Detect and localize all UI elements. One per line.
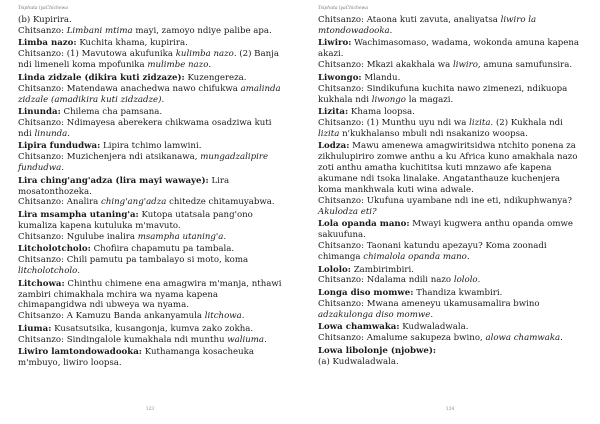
definition: Thandiza kwambiri. bbox=[416, 287, 503, 298]
example: Chitsanzo: Mwana ameneyu ukamusamalira bwino adzakulonga diso momwe. bbox=[318, 298, 540, 320]
definition: Kutopa utatsala pang'ono kumaliza kapena kutuluka m'mavuto. bbox=[18, 209, 253, 231]
entry-linda-zidzale bbox=[18, 73, 285, 106]
definition: Chinthu chimene ena amagwira m'manja, nthawi zambiri chimakhala mchira wa nyama kapena chimapangidwa ndi ubweya wa nyama. bbox=[18, 278, 282, 311]
headword: Lipira fundudwa: bbox=[18, 141, 101, 152]
headword: Lira ching'ang'adza (lira mayi wawaye): bbox=[18, 175, 209, 186]
headword: Liuma: bbox=[18, 323, 52, 334]
definition: (a) Kudwaladwala. bbox=[318, 356, 399, 367]
example: Chitsanzo: Chili pamutu pa tambalayo si moto, koma litcholotcholo. bbox=[18, 255, 249, 277]
entry-lololo bbox=[318, 265, 585, 287]
entry-continuation bbox=[18, 15, 285, 37]
entry-lizita bbox=[318, 107, 585, 140]
example: Chitsanzo: (1) Munthu uyu ndi wa lizita. (2) Kukhala ndi lizita n'kukhalanso mbuli ndi nsakanizo woopsa. bbox=[318, 117, 563, 139]
definition: Mawu amenewa amagwiritsidwa ntchito ponena za zikhulupiriro zomwe anthu a ku Africa kuno amakhala nazo zoti anthu amatha kuchititsa kuti mnzawo afe kapena akumane ndi tsoka linalake. Angatanthauze kuchenjera koma mankhwala kuti wina adwale. bbox=[318, 141, 578, 195]
page-content bbox=[318, 15, 585, 369]
headword: Lololo: bbox=[318, 264, 351, 275]
definition: Kusatsutsika, kusangonja, kumva zako zokha. bbox=[54, 323, 254, 334]
headword: Linunda: bbox=[18, 107, 61, 118]
headword: Longa diso momwe: bbox=[318, 287, 414, 298]
page-number: 124 bbox=[445, 407, 455, 412]
definition: Mlandu. bbox=[364, 72, 401, 83]
example: Chitsanzo: A Kamuzu Banda ankanyamula litchowa. bbox=[18, 311, 245, 322]
example: Chitsanzo: Taonani katundu apezayu? Koma zoonadi chimanga chimalola opanda mano. bbox=[318, 241, 547, 262]
headword: Lowa libolonje (njobwe): bbox=[318, 345, 437, 356]
definition: Lipira tchimo lamwini. bbox=[103, 141, 202, 152]
entry-liwiro-lamtondowadooka bbox=[18, 347, 285, 369]
running-head: Tsiphuta lyaChichewa bbox=[18, 6, 69, 11]
example: Chitsanzo: Amalume sakupeza bwino, alowa chamwaka. bbox=[318, 333, 563, 344]
headword: Litchowa: bbox=[18, 278, 65, 289]
headword: Liwiro lamtondowadooka: bbox=[18, 347, 142, 358]
entry-lola-opanda-mano bbox=[318, 219, 585, 263]
definition: Kuchita khama, kupirira. bbox=[79, 38, 188, 49]
headword: Lola opanda mano: bbox=[318, 219, 410, 230]
headword: Liwiro: bbox=[318, 38, 352, 49]
entry-limba-nazo bbox=[18, 38, 285, 71]
example: Chitsanzo: Sindikufuna kuchita nawo zimenezi, ndikuopa kukhala ndi liwongo la magazi. bbox=[318, 83, 568, 105]
entry-linunda bbox=[18, 107, 285, 140]
entry-continuation bbox=[318, 15, 585, 37]
entry-lowa-chamwaka bbox=[318, 322, 585, 344]
headword: Lira msampha utaning'a: bbox=[18, 209, 139, 220]
definition: Kupirira. bbox=[32, 15, 72, 25]
headword: Lizita: bbox=[318, 107, 349, 118]
definition: Lira mosatonthozeka. bbox=[18, 175, 230, 197]
example: Chitsanzo: Muzichenjera ndi atsikanawa, mungadzalipire fundudwa. bbox=[18, 152, 269, 174]
entry-lodza bbox=[318, 141, 585, 217]
definition: Khama loopsa. bbox=[350, 107, 415, 118]
entry-lira-chingangadza bbox=[18, 176, 285, 209]
headword: Lowa chamwaka: bbox=[318, 322, 400, 333]
entry-liuma bbox=[18, 324, 285, 346]
headword: Liwongo: bbox=[318, 72, 362, 83]
example: Chitsanzo: Analira ching'ang'adza chitedze chitamuyabwa. bbox=[18, 197, 275, 208]
entry-longa-diso-momwe bbox=[318, 288, 585, 321]
example: Chitsanzo: Ukufuna uyambane ndi ine eti, ndikuphwanya? Akulodza eti? bbox=[318, 195, 572, 217]
entry-liwongo bbox=[318, 73, 585, 106]
definition: Wachimasomaso, wadama, wokonda amuna kapena akazi. bbox=[318, 38, 580, 60]
sense-label: (b) bbox=[18, 15, 31, 25]
example: Chitsanzo: Mkazi akakhala wa liwiro, amuna samufunsira. bbox=[318, 60, 573, 71]
running-head: Tsiphuta lyaChichewa bbox=[318, 6, 369, 11]
entry-litchowa bbox=[18, 279, 285, 323]
entry-lowa-libolonje bbox=[318, 346, 585, 368]
headword: Limba nazo: bbox=[18, 38, 77, 49]
headword: Lodza: bbox=[318, 141, 350, 152]
entry-lipira-fundudwa bbox=[18, 141, 285, 174]
definition: Chofiira chapamutu pa tambala. bbox=[93, 244, 235, 255]
definition: Kuzengereza. bbox=[187, 72, 247, 83]
example: Chitsanzo: (1) Mavutowa akufunika kulimba nazo. (2) Banja ndi limeneli koma mpofunika mulimbe nazo. bbox=[18, 49, 279, 71]
example: Chitsanzo: Ndalama ndili nazo lololo. bbox=[318, 275, 481, 286]
page-number: 123 bbox=[145, 407, 155, 412]
definition: Mwayi kugwera anthu opanda omwe sakuufuna. bbox=[318, 219, 573, 241]
definition: Chilema cha pamsana. bbox=[63, 107, 163, 118]
example: Chitsanzo: Ndimayesa aberekera chikwama osadziwa kuti ndi linunda. bbox=[18, 117, 272, 139]
headword: Linda zidzale (dikira kuti zidzaze): bbox=[18, 72, 185, 83]
entry-lira-msampha bbox=[18, 210, 285, 243]
page-content bbox=[18, 15, 285, 371]
example: Chitsanzo: Ataona kuti zavuta, analiyatsa liwiro la mtondowadooka. bbox=[318, 15, 537, 36]
entry-liwiro bbox=[318, 38, 585, 71]
right-page bbox=[300, 0, 600, 424]
example: Chitsanzo: Matendawa anachedwa nawo chifukwa amalinda zidzale (amadikira kuti zidzadze). bbox=[18, 83, 281, 105]
definition: Kuthamanga kosacheuka m'mbuyo, liwiro loopsa. bbox=[18, 347, 254, 369]
example: Chitsanzo: Limbani mtima mayi, zamoyo ndiye palibe apa. bbox=[18, 25, 272, 36]
example: Chitsanzo: Ngulube inalira msampha utaning'a. bbox=[18, 231, 227, 242]
entry-litcholotcholo bbox=[18, 244, 285, 277]
headword: Litcholotcholo: bbox=[18, 244, 91, 255]
definition: Zambirimbiri. bbox=[353, 264, 415, 275]
definition: Kudwaladwala. bbox=[402, 322, 469, 333]
example: Chitsanzo: Sindingalole kumakhala ndi munthu waliuma. bbox=[18, 334, 267, 345]
